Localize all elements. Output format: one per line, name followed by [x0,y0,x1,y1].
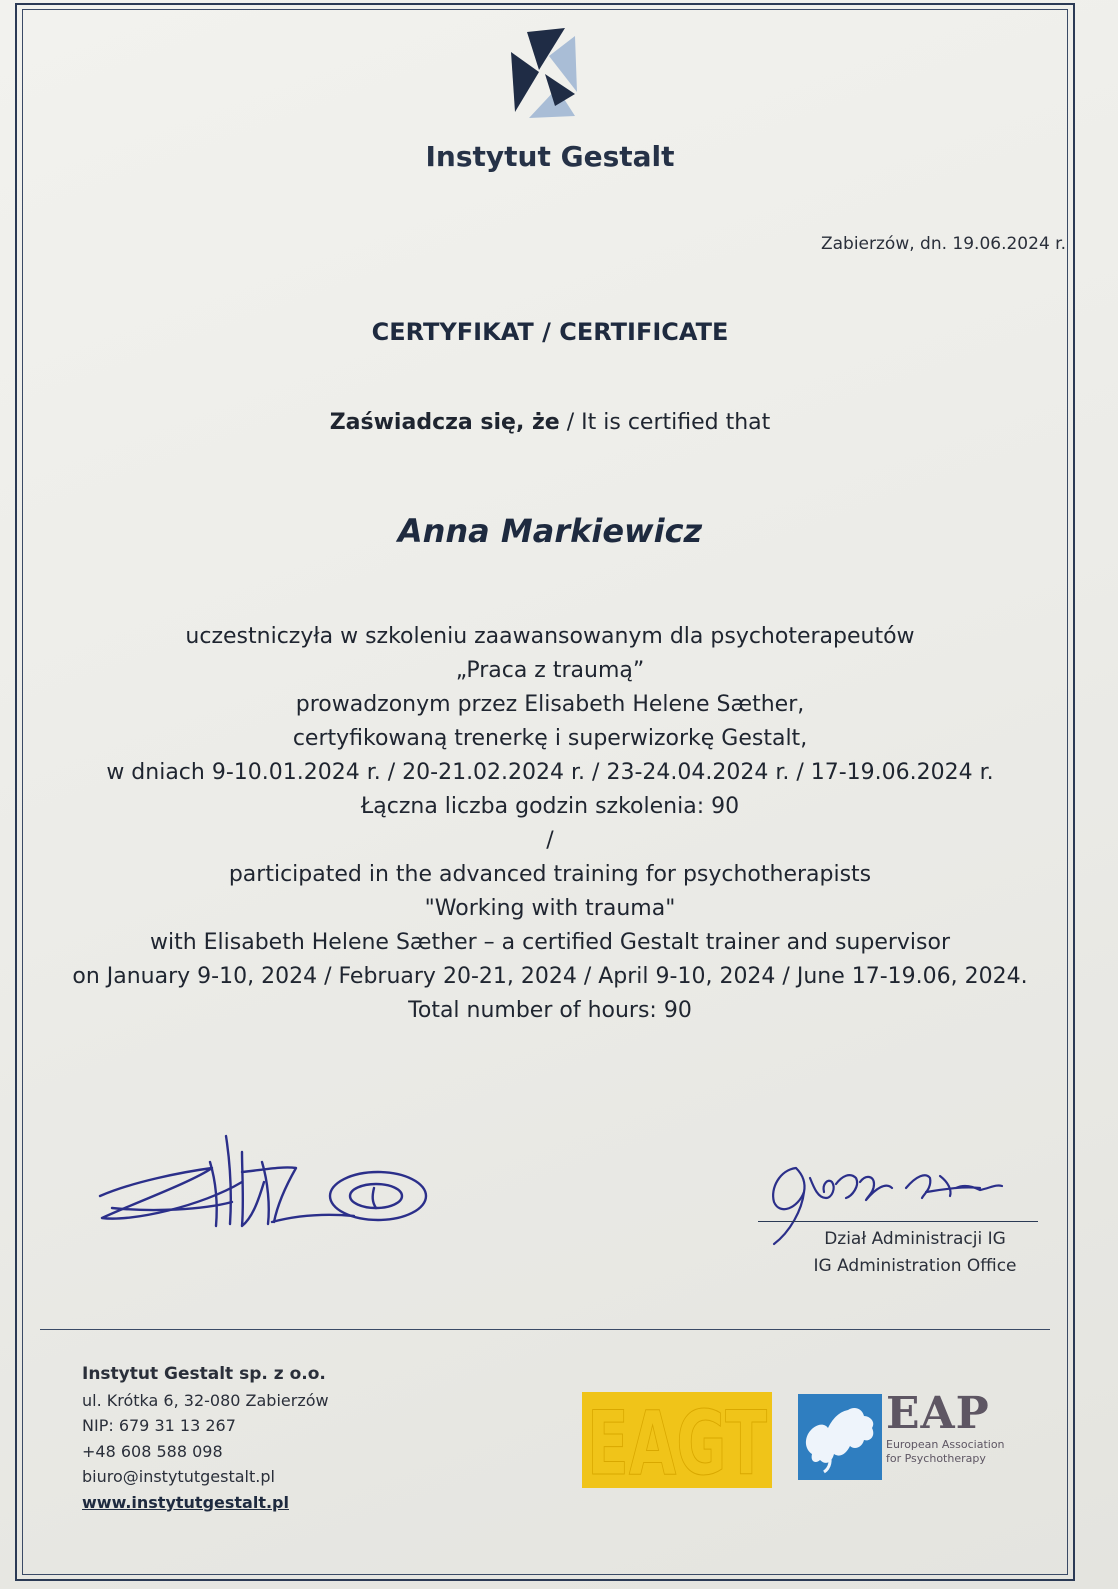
certified-en: It is certified that [581,410,771,435]
body-line: participated in the advanced training for psychotherapists [228,862,872,887]
body-line: with Elisabeth Helene Sæther – a certified Gestalt trainer and supervisor [149,930,951,955]
administration-office [805,1226,1025,1280]
office-pl: Dział Administracji IG [824,1229,1006,1249]
issue-date: Zabierzów, dn. 19.06.2024 r. [820,234,1066,254]
eagt-logo-text: EAGT [587,1392,767,1495]
body-line: uczestniczyła w szkoleniu zaawansowanym dla psychoterapeutów [185,624,915,649]
company-phone: +48 608 588 098 [82,1441,223,1461]
company-email[interactable]: biuro@instytutgestalt.pl [82,1467,275,1486]
footer-contact [82,1362,329,1515]
company-name: Instytut Gestalt sp. z o.o. [82,1364,326,1384]
body-line: on January 9-10, 2024 / February 20-21, 2024 / April 9-10, 2024 / June 17-19.06, 2024. [72,964,1028,989]
body-line: w dniach 9-10.01.2024 r. / 20-21.02.2024 r. / 23-24.04.2024 r. / 17-19.06.2024 r. [106,760,994,785]
instytut-gestalt-logo [505,26,585,122]
certified-separator: / [559,410,582,435]
eap-logo-text: EAP [886,1388,990,1439]
office-en: IG Administration Office [813,1256,1017,1276]
recipient-name: Anna Markiewicz [397,512,703,550]
brand-name: Instytut Gestalt [425,140,675,173]
eap-line-1: European Association [886,1438,1005,1451]
body-line: prowadzonym przez Elisabeth Helene Sæther, [295,692,805,717]
company-website-link[interactable]: www.instytutgestalt.pl [82,1492,289,1512]
body-line: Łączna liczba godzin szkolenia: 90 [360,794,740,819]
body-line: „Praca z traumą” [455,658,645,683]
eap-logo [886,1390,1026,1466]
body-line: Total number of hours: 90 [408,998,692,1023]
certified-pl: Zaświadcza się, że [329,410,560,435]
certificate-title: CERTYFIKAT / CERTIFICATE [371,318,729,346]
company-nip: NIP: 679 31 13 267 [82,1416,236,1435]
eap-line-2: for Psychotherapy [886,1452,986,1465]
signature-line [758,1221,1038,1222]
body-line: "Working with trauma" [424,896,676,921]
body-line: certyfikowaną trenerkę i superwizorkę Gestalt, [292,726,808,751]
company-address: ul. Krótka 6, 32-080 Zabierzów [82,1390,329,1410]
certified-that [0,410,1100,435]
eagt-logo [582,1392,772,1495]
body-line: / [546,828,554,853]
footer-divider [40,1329,1050,1330]
eap-europe-map-icon [798,1394,882,1480]
trainer-signature [92,1122,432,1242]
certificate-body [20,620,1080,1028]
